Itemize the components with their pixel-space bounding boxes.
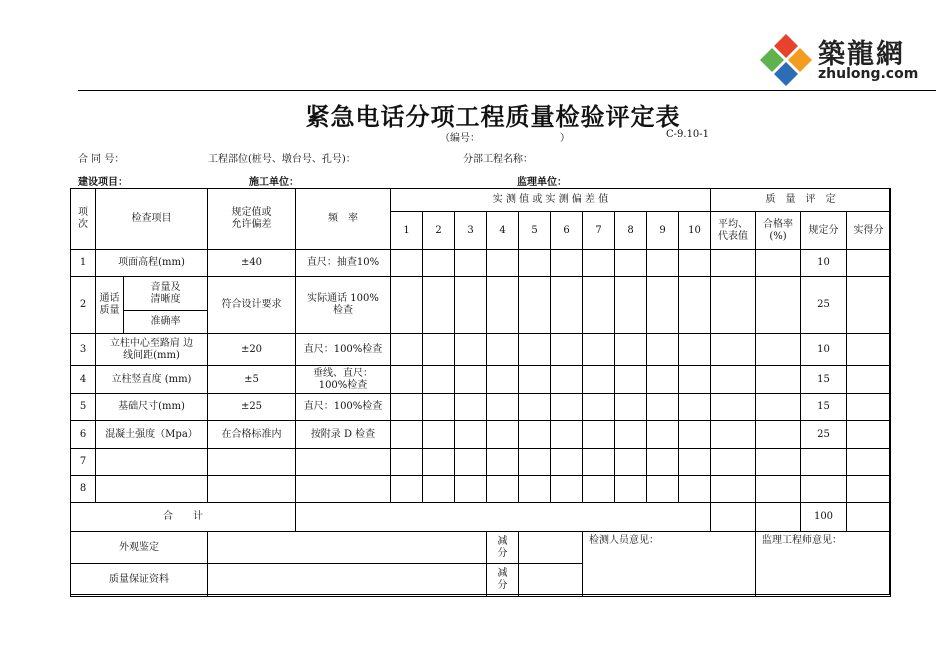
row-subitem-volume: 音量及 清晰度 <box>124 277 208 311</box>
appearance-deduct-label: 减 分 <box>487 532 519 564</box>
table-row <box>71 277 891 311</box>
row-score: 15 <box>801 366 847 394</box>
header-col-1: 1 <box>391 212 423 250</box>
header-col-10: 10 <box>679 212 711 250</box>
header-no: 项 次 <box>71 189 96 250</box>
header-frequency: 频 率 <box>296 189 391 250</box>
engineer-opinion-label: 监理工程师意见： <box>756 532 891 597</box>
table-row <box>71 334 891 366</box>
row-frequency: 按附录 D 检查 <box>296 421 391 449</box>
row-no: 1 <box>71 250 96 277</box>
table-row <box>71 421 891 449</box>
table-row <box>71 250 891 277</box>
supervisor-label: 监理单位： <box>517 177 567 188</box>
quality-docs-deduct-label: 减 分 <box>487 564 519 597</box>
header-rule <box>78 90 936 91</box>
quality-docs-label: 质量保证资料 <box>71 564 208 597</box>
row-frequency: 实际通话 100% 检查 <box>296 277 391 334</box>
header-col-2: 2 <box>423 212 455 250</box>
row-spec: ±20 <box>208 334 296 366</box>
header-col-9: 9 <box>647 212 679 250</box>
header-pass-rate: 合格率 (%) <box>756 212 801 250</box>
table-row <box>71 449 891 476</box>
serial-close: ） <box>560 133 570 144</box>
header-col-4: 4 <box>487 212 519 250</box>
header-actual: 实得分 <box>847 212 891 250</box>
logo-english-text: zhulong.com <box>818 66 919 82</box>
row-score: 10 <box>801 250 847 277</box>
project-label: 建设项目： <box>78 177 128 188</box>
contractor-label: 施工单位： <box>249 177 299 188</box>
table-row <box>71 366 891 394</box>
row-no: 6 <box>71 421 96 449</box>
header-average: 平均、 代表值 <box>711 212 756 250</box>
row-subitem-accuracy: 准确率 <box>124 311 208 334</box>
header-measured: 实 测 值 或 实 测 偏 差 值 <box>391 189 711 212</box>
row-item: 立柱中心至路肩 边 线间距(mm) <box>96 334 208 366</box>
row-item: 基础尺寸(mm) <box>96 394 208 421</box>
row-no: 8 <box>71 476 96 503</box>
row-no: 7 <box>71 449 96 476</box>
serial-label: （编号： <box>440 133 480 144</box>
row-item: 项面高程(mm) <box>96 250 208 277</box>
footer-row <box>71 532 891 564</box>
row-frequency: 直尺：抽查10% <box>296 250 391 277</box>
row-spec: ±25 <box>208 394 296 421</box>
header-col-7: 7 <box>583 212 615 250</box>
inspection-table <box>70 188 891 597</box>
logo-chinese-text: 築龍網 <box>818 39 905 70</box>
contract-no-label: 合 同 号： <box>78 154 125 165</box>
row-score: 25 <box>801 421 847 449</box>
header-evaluation: 质 量 评 定 <box>711 189 891 212</box>
row-no: 3 <box>71 334 96 366</box>
table-row <box>71 394 891 421</box>
row-no: 5 <box>71 394 96 421</box>
row-spec: ±40 <box>208 250 296 277</box>
row-spec: 在合格标准内 <box>208 421 296 449</box>
header-col-6: 6 <box>551 212 583 250</box>
row-no: 4 <box>71 366 96 394</box>
row-frequency: 直尺：100%检查 <box>296 334 391 366</box>
row-spec: 符合设计要求 <box>208 277 296 334</box>
total-row <box>71 503 891 532</box>
row-item: 混凝土强度（Mpa） <box>96 421 208 449</box>
header-item: 检查项目 <box>96 189 208 250</box>
total-score: 100 <box>801 503 847 532</box>
row-score: 10 <box>801 334 847 366</box>
row-frequency: 垂线、直尺： 100%检查 <box>296 366 391 394</box>
row-score: 15 <box>801 394 847 421</box>
row-spec: ±5 <box>208 366 296 394</box>
location-label: 工程部位(桩号、墩台号、孔号)： <box>208 154 356 165</box>
row-group: 通话 质量 <box>96 277 124 334</box>
form-code: C-9.10-1 <box>666 129 710 140</box>
row-no: 2 <box>71 277 96 334</box>
header-col-5: 5 <box>519 212 551 250</box>
header-spec: 规定值或 允许偏差 <box>208 189 296 250</box>
subproject-label: 分部工程名称： <box>463 154 533 165</box>
header-col-3: 3 <box>455 212 487 250</box>
header-col-8: 8 <box>615 212 647 250</box>
zhulong-logo-icon <box>758 32 814 88</box>
appearance-label: 外观鉴定 <box>71 532 208 564</box>
page-title: 紧急电话分项工程质量检验评定表 <box>305 103 681 131</box>
row-item: 立柱竖直度 (mm) <box>96 366 208 394</box>
header-score: 规定分 <box>801 212 847 250</box>
row-frequency: 直尺：100%检查 <box>296 394 391 421</box>
total-label: 合 计 <box>71 503 296 532</box>
table-row <box>71 476 891 503</box>
inspector-opinion-label: 检测人员意见： <box>583 532 756 597</box>
logo <box>758 30 919 88</box>
row-score: 25 <box>801 277 847 334</box>
